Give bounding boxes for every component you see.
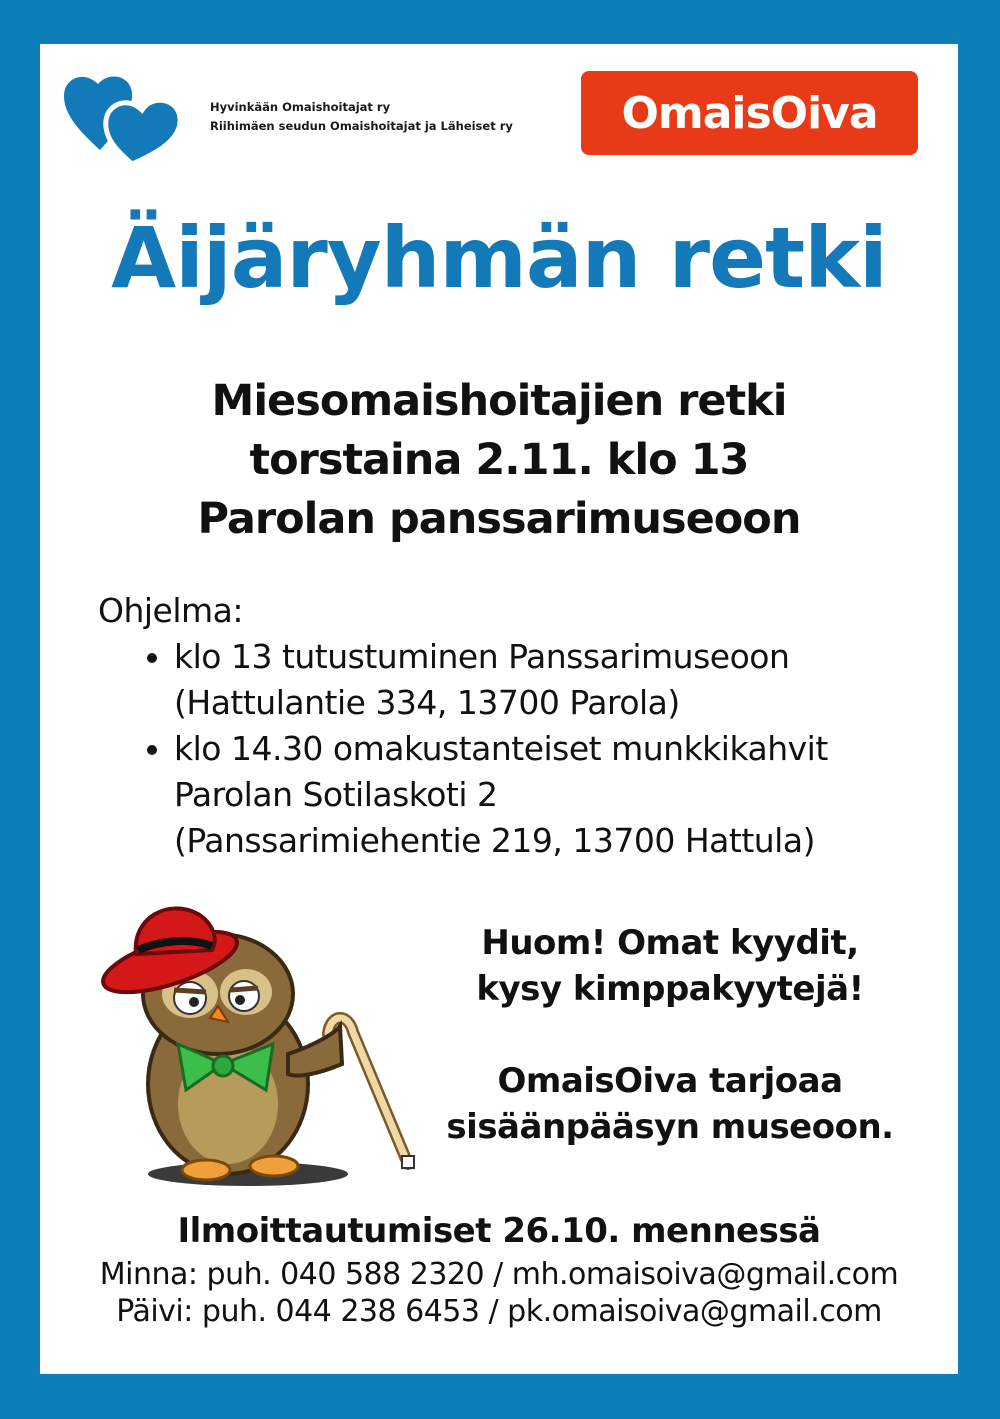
organization-names (210, 98, 513, 136)
program-section (98, 588, 938, 864)
admission-note-line-2: sisäänpääsyn museoon. (446, 1107, 894, 1147)
transport-note (410, 920, 930, 1012)
poster (40, 44, 958, 1374)
poster-title: Äijäryhmän retki (111, 209, 887, 307)
contact-paivi: Päivi: puh. 044 238 6453 / pk.omaisoiva@gmail.com (116, 1294, 882, 1329)
event-subtitle (40, 372, 958, 549)
admission-note-line-1: OmaisOiva tarjoaa (497, 1061, 843, 1101)
contact-info (40, 1256, 958, 1330)
program-heading: Ohjelma: (98, 591, 244, 630)
program-item-line: • klo 14.30 omakustanteiset munkkikahvit (174, 729, 828, 768)
owl-with-hat-and-cane-icon (78, 894, 428, 1194)
org-name-1: Hyvinkään Omaishoitajat ry (210, 100, 391, 114)
program-item (174, 634, 938, 726)
program-item-line: Parolan Sotilaskoti 2 (174, 775, 498, 814)
program-item-line: (Panssarimiehentie 219, 13700 Hattula) (174, 821, 815, 860)
contact-minna: Minna: puh. 040 588 2320 / mh.omaisoiva@gmail.com (99, 1257, 899, 1292)
program-list (98, 634, 938, 864)
program-item (174, 726, 938, 864)
registration-deadline: Ilmoittautumiset 26.10. mennessä (177, 1211, 821, 1251)
omaisoiva-logo: OmaisOiva (581, 71, 918, 155)
two-hearts-icon (60, 64, 190, 168)
transport-note-line-2: kysy kimppakyytejä! (476, 969, 864, 1009)
program-item-line: • klo 13 tutustuminen Panssarimuseoon (174, 637, 790, 676)
subtitle-line-1: Miesomaishoitajien retki (211, 376, 787, 426)
subtitle-line-3: Parolan panssarimuseoon (197, 494, 801, 544)
subtitle-line-2: torstaina 2.11. klo 13 (249, 435, 749, 485)
travel-notes (410, 920, 930, 1196)
program-item-line: (Hattulantie 334, 13700 Parola) (174, 683, 680, 722)
org-name-2: Riihimäen seudun Omaishoitajat ja Läheiset ry (210, 119, 513, 133)
transport-note-line-1: Huom! Omat kyydit, (481, 923, 859, 963)
admission-note (410, 1058, 930, 1150)
